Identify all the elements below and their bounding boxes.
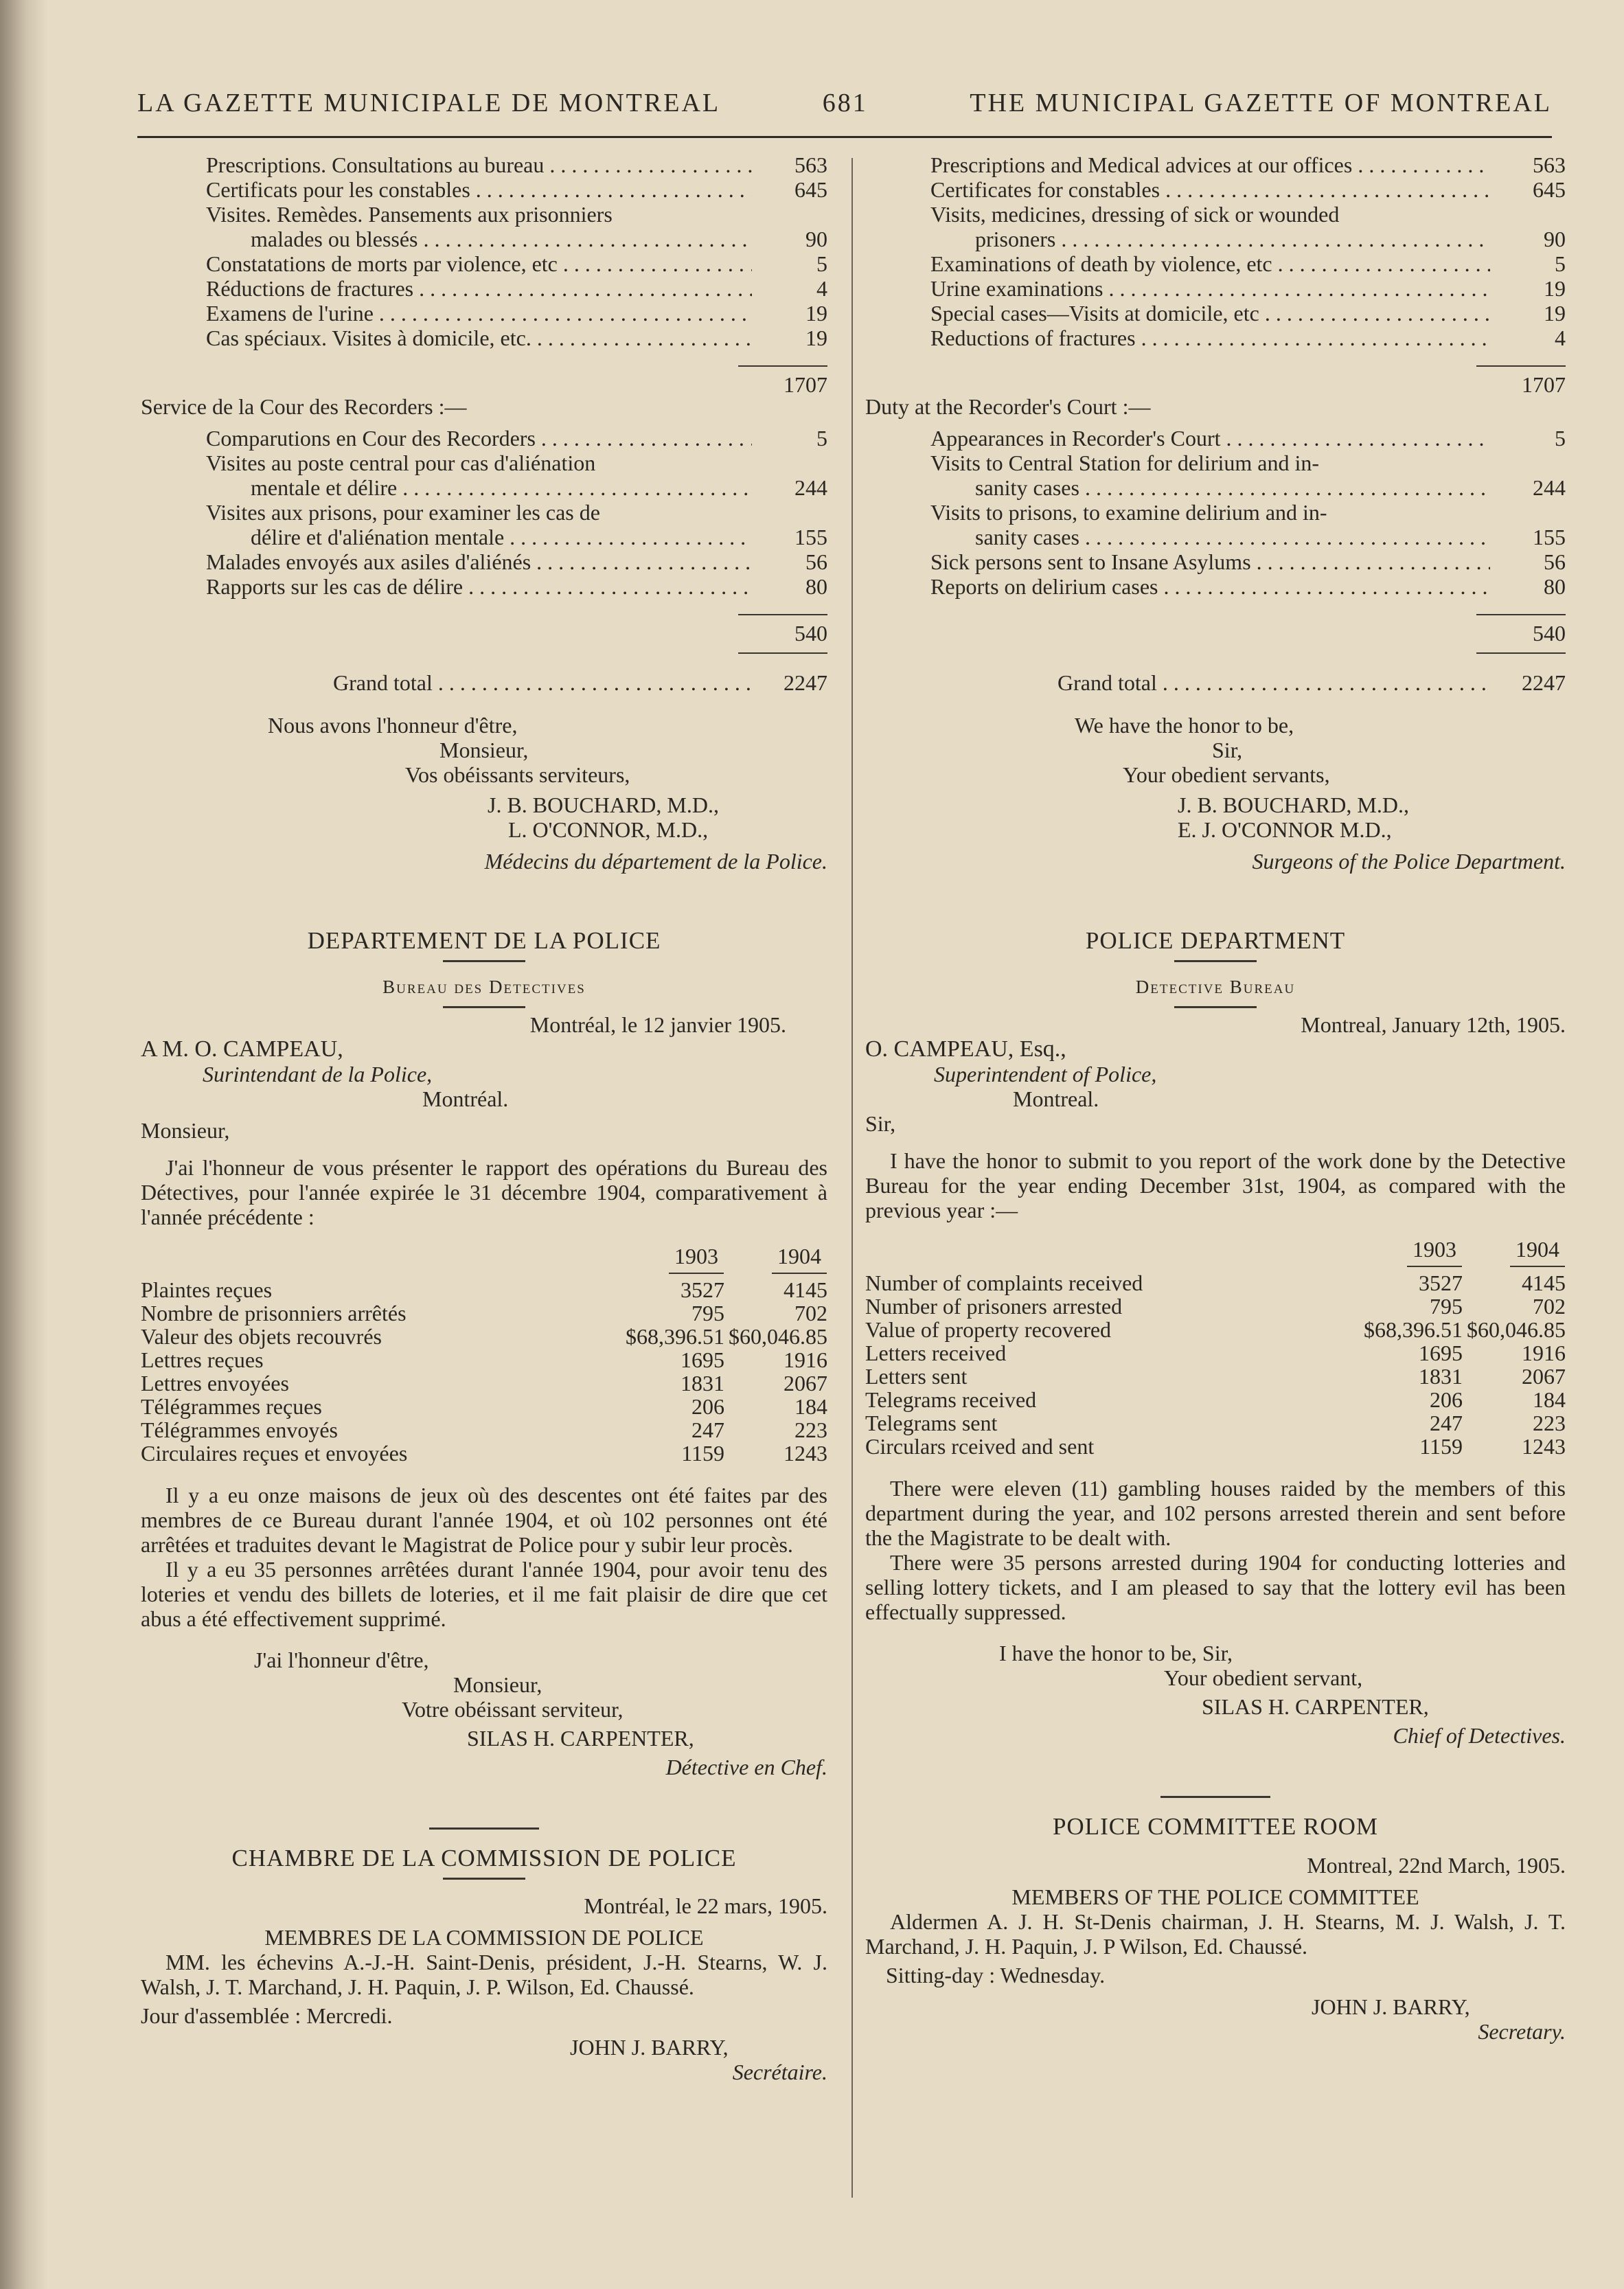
signer-title: Détective en Chef.	[665, 1755, 827, 1779]
section-subtitle: Detective Bureau	[1135, 977, 1296, 997]
salutation: Monsieur,	[141, 1118, 230, 1143]
book-gutter	[0, 0, 48, 2289]
intro-paragraph: I have the honor to submit to you report of the work done by the Detective Bureau for the year ending December 31st, 1904, as compared with the previous year :—	[865, 1148, 1566, 1222]
paragraph-lotteries: Il y a eu 35 personnes arrêtées durant l'année 1904, pour avoir tenu des loteries et vendu des billets de loteries, et il me fait plaisir de dire que cet abus a été effectivement supprimé.	[141, 1557, 827, 1631]
list-item: Visits, medicines, dressing of sick or wounded	[930, 202, 1340, 227]
title-rule	[443, 1878, 525, 1880]
list-item: Visites au poste central pour cas d'aliénation	[206, 451, 596, 475]
section-title: DEPARTEMENT DE LA POLICE	[307, 927, 661, 954]
list-item: malades ou blessés . . . 90	[141, 227, 827, 251]
sum-rule	[738, 652, 827, 654]
list-item: Certificates for constables . . . 645	[865, 177, 1566, 202]
section-title: POLICE COMMITTEE ROOM	[1052, 1813, 1379, 1840]
list-item: Malades envoyés aux asiles d'aliénés . . . 56	[141, 549, 827, 574]
paragraph-lotteries: There were 35 persons arrested during 1904 for conducting lotteries and selling lottery tickets, and I am pleased to say that the lottery evil has been effectually suppressed.	[865, 1550, 1566, 1624]
letter-date: Montreal, January 12th, 1905.	[1301, 1012, 1566, 1037]
grand-total: Grand total . . . 2247	[865, 670, 1566, 695]
list-item: Visites. Remèdes. Pansements aux prisonniers	[206, 202, 613, 227]
sitting-day: Jour d'assemblée : Mercredi.	[141, 2003, 393, 2028]
table-row: Number of complaints received 3527 4145	[865, 1271, 1566, 1295]
table-row: Value of property recovered $68,396.51 $60,046.85	[865, 1317, 1566, 1342]
column-header: 1903	[669, 1244, 724, 1274]
sum-rule	[1476, 365, 1566, 367]
subtotal-medical: 1707	[784, 372, 827, 397]
signer-title: Surgeons of the Police Department.	[1252, 849, 1566, 874]
list-item: Prescriptions. Consultations au bureau . . . 563	[141, 152, 827, 177]
subtotal-court: 540	[1533, 621, 1566, 646]
letter-recipient: O. CAMPEAU, Esq.,	[865, 1036, 1066, 1062]
signer: E. J. O'CONNOR M.D.,	[1178, 817, 1392, 842]
list-item: Reports on delirium cases . . . 80	[865, 574, 1566, 599]
table-row: Letters received 1695 1916	[865, 1341, 1566, 1365]
section-title: POLICE DEPARTMENT	[1085, 927, 1346, 954]
column-header: 1904	[772, 1244, 827, 1274]
table-row: Telegrams sent 247 223	[865, 1411, 1566, 1435]
page-header	[137, 88, 1552, 129]
list-item: Prescriptions and Medical advices at our offices . . . 563	[865, 152, 1566, 177]
list-item: sanity cases . . . 244	[865, 475, 1566, 500]
secretary-title: Secretary.	[1478, 2019, 1566, 2044]
recipient-title: Surintendant de la Police,	[203, 1062, 433, 1086]
recipient-title: Superintendent of Police,	[934, 1062, 1157, 1086]
signer: SILAS H. CARPENTER,	[467, 1726, 694, 1751]
table-row: Télégrammes reçues 206 184	[141, 1394, 827, 1419]
table-row: Circulars rceived and sent 1159 1243	[865, 1434, 1566, 1459]
list-item: Certificats pour les constables . . . 645	[141, 177, 827, 202]
paragraph-gambling: There were eleven (11) gambling houses raided by the members of this department during the year, and 102 persons arrested therein and sent before the the Magistrate to be dealt with.	[865, 1476, 1566, 1550]
list-item: Rapports sur les cas de délire . . . 80	[141, 574, 827, 599]
paragraph-gambling: Il y a eu onze maisons de jeux où des descentes ont été faites par des membres de ce Bureau durant l'année 1904, et où 102 personnes ont été arrêtées et traduites devant le Magistrat de Police pour y subir leur procès.	[141, 1483, 827, 1557]
recipient-city: Montréal.	[422, 1086, 509, 1111]
table-row: Valeur des objets recouvrés $68,396.51 $60,046.85	[141, 1324, 827, 1349]
sum-rule	[1476, 614, 1566, 615]
members-title: MEMBERS OF THE POLICE COMMITTEE	[1011, 1884, 1419, 1909]
column-header: 1903	[1407, 1237, 1462, 1267]
column-header: 1904	[1510, 1237, 1565, 1267]
column-divider	[851, 158, 853, 2198]
signer-title: Chief of Detectives.	[1393, 1723, 1566, 1748]
closing: We have the honor to be, Sir, Your obedient servants, J. B. BOUCHARD, M.D., E. J. O'CONNOR M.D., Surgeons of the Police Department.	[865, 713, 1566, 874]
members-list: MM. les échevins A.-J.-H. Saint-Denis, président, J.-H. Stearns, W. J. Walsh, J. T. Marchand, J. H. Paquin, J. P. Wilson, Ed. Chaussé.	[141, 1950, 827, 1999]
subtotal-court: 540	[794, 621, 827, 646]
secretary-name: JOHN J. BARRY,	[1312, 1994, 1470, 2019]
grand-total: Grand total . . . 2247	[141, 670, 827, 695]
medical-list	[865, 152, 1566, 350]
section-title: CHAMBRE DE LA COMMISSION DE POLICE	[231, 1845, 737, 1871]
table-header	[865, 1236, 1566, 1271]
medical-list	[141, 152, 827, 350]
subtotal-medical: 1707	[1522, 372, 1566, 397]
french-column	[141, 152, 827, 2084]
list-item: Examens de l'urine . . . 19	[141, 301, 827, 326]
header-french-title: LA GAZETTE MUNICIPALE DE MONTREAL	[137, 89, 721, 117]
title-rule	[443, 1006, 525, 1008]
list-item: Visites aux prisons, pour examiner les cas de	[206, 500, 600, 525]
list-item: Special cases—Visits at domicile, etc . . . 19	[865, 301, 1566, 326]
list-item: Comparutions en Cour des Recorders . . . 5	[141, 426, 827, 451]
table-row: Letters sent 1831 2067	[865, 1364, 1566, 1389]
sitting-day: Sitting-day : Wednesday.	[886, 1963, 1106, 1988]
intro-paragraph: J'ai l'honneur de vous présenter le rapport des opérations du Bureau des Détectives, pour l'année expirée le 31 décembre 1904, comparativement à l'année précédente :	[141, 1155, 827, 1229]
section-subtitle: Bureau des Detectives	[382, 977, 586, 997]
secretary-title: Secrétaire.	[732, 2060, 827, 2084]
title-rule	[1174, 960, 1257, 962]
salutation: Sir,	[865, 1111, 896, 1136]
list-item: prisoners . . . 90	[865, 227, 1566, 251]
table-header	[141, 1243, 827, 1278]
court-list	[865, 426, 1566, 599]
detective-stats-table	[141, 1243, 827, 1465]
list-item: sanity cases . . . 155	[865, 525, 1566, 549]
list-item: Cas spéciaux. Visites à domicile, etc. . . . 19	[141, 326, 827, 350]
sum-rule	[738, 614, 827, 615]
recipient-city: Montreal.	[1013, 1086, 1099, 1111]
signer: SILAS H. CARPENTER,	[1202, 1694, 1429, 1719]
sum-rule	[738, 365, 827, 367]
list-item: Visits to Central Station for delirium and in-	[930, 451, 1319, 475]
closing-detectives: I have the honor to be, Sir, Your obedient servant, SILAS H. CARPENTER, Chief of Detectives.	[865, 1641, 1566, 1748]
table-row: Nombre de prisonniers arrêtés 795 702	[141, 1301, 827, 1325]
committee-date: Montréal, le 22 mars, 1905.	[584, 1893, 827, 1918]
title-rule	[1174, 1006, 1257, 1008]
title-rule	[443, 960, 525, 962]
letter-recipient: A M. O. CAMPEAU,	[141, 1036, 343, 1062]
table-row: Télégrammes envoyés 247 223	[141, 1417, 827, 1442]
signer: L. O'CONNOR, M.D.,	[508, 817, 709, 842]
secretary-name: JOHN J. BARRY,	[570, 2035, 729, 2060]
list-item: Examinations of death by violence, etc . . . 5	[865, 251, 1566, 276]
court-heading: Service de la Cour des Recorders :—	[141, 394, 467, 419]
table-row: Circulaires reçues et envoyées 1159 1243	[141, 1441, 827, 1466]
letter-date: Montréal, le 12 janvier 1905.	[529, 1012, 786, 1037]
signer: J. B. BOUCHARD, M.D.,	[488, 793, 719, 817]
header-rule	[137, 136, 1552, 138]
members-title: MEMBRES DE LA COMMISSION DE POLICE	[264, 1925, 704, 1950]
list-item: Visits to prisons, to examine delirium and in-	[930, 500, 1327, 525]
list-item: Réductions de fractures . . . 4	[141, 276, 827, 301]
table-row: Telegrams received 206 184	[865, 1387, 1566, 1412]
members-list: Aldermen A. J. H. St-Denis chairman, J. H. Stearns, M. J. Walsh, J. T. Marchand, J. H. Paquin, J. P Wilson, Ed. Chaussé.	[865, 1909, 1566, 1959]
header-english-title: THE MUNICIPAL GAZETTE OF MONTREAL	[970, 89, 1552, 117]
closing: Nous avons l'honneur d'être, Monsieur, Vos obéissants serviteurs, J. B. BOUCHARD, M.D., L. O'CONNOR, M.D., Médecins du département de la Police.	[141, 713, 827, 874]
table-row: Lettres reçues 1695 1916	[141, 1347, 827, 1372]
list-item: mentale et délire . . . 244	[141, 475, 827, 500]
section-rule	[1160, 1796, 1270, 1798]
list-item: délire et d'aliénation mentale . . . 155	[141, 525, 827, 549]
court-heading: Duty at the Recorder's Court :—	[865, 394, 1151, 419]
page-number: 681	[822, 89, 868, 117]
sum-rule	[1476, 652, 1566, 654]
list-item: Urine examinations . . . 19	[865, 276, 1566, 301]
detective-stats-table	[865, 1236, 1566, 1458]
signer: J. B. BOUCHARD, M.D.,	[1178, 793, 1409, 817]
list-item: Reductions of fractures . . . 4	[865, 326, 1566, 350]
signer-title: Médecins du département de la Police.	[484, 849, 827, 874]
table-row: Plaintes reçues 3527 4145	[141, 1277, 827, 1302]
court-list	[141, 426, 827, 599]
list-item: Constatations de morts par violence, etc . . . 5	[141, 251, 827, 276]
table-row: Number of prisoners arrested 795 702	[865, 1294, 1566, 1319]
table-row: Lettres envoyées 1831 2067	[141, 1371, 827, 1396]
english-column	[865, 152, 1566, 2044]
committee-date: Montreal, 22nd March, 1905.	[1307, 1853, 1566, 1878]
section-rule	[429, 1827, 539, 1830]
closing-detectives: J'ai l'honneur d'être, Monsieur, Votre obéissant serviteur, SILAS H. CARPENTER, Détective en Chef.	[141, 1648, 827, 1779]
list-item: Sick persons sent to Insane Asylums . . . 56	[865, 549, 1566, 574]
list-item: Appearances in Recorder's Court . . . 5	[865, 426, 1566, 451]
